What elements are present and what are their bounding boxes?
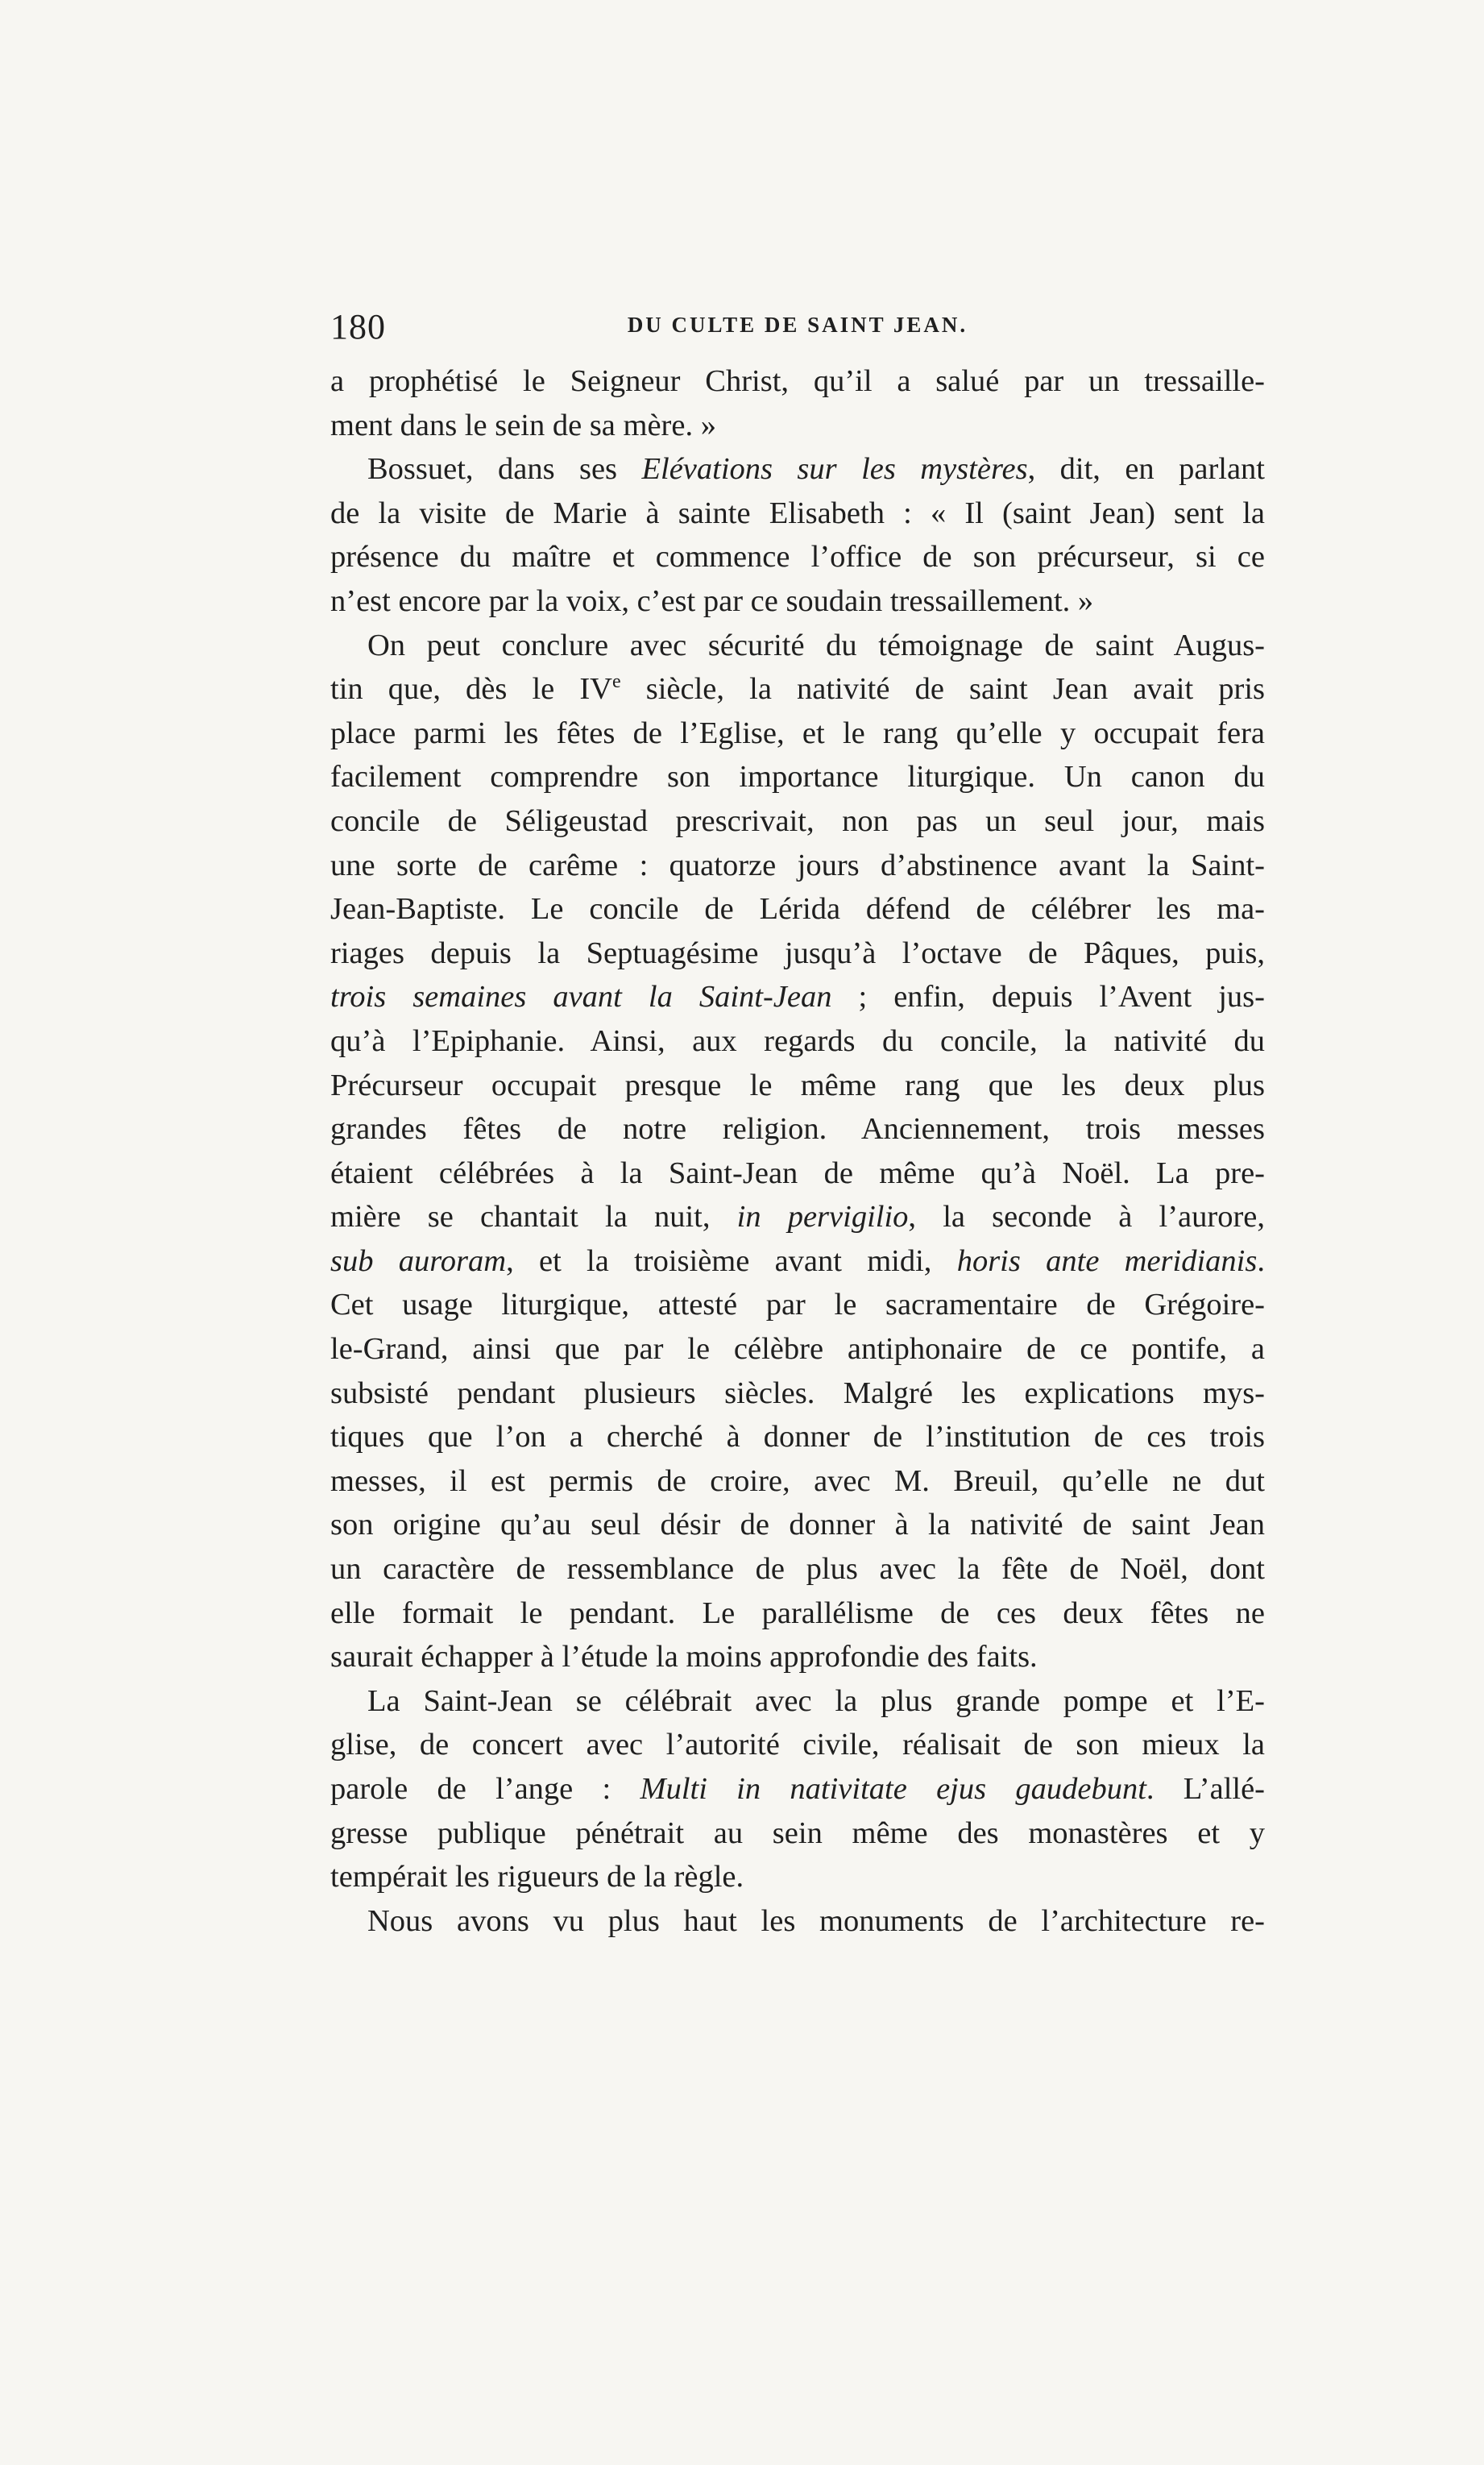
text-line: mière se chantait la nuit, in pervigilio, la seconde à l’aurore,	[330, 1200, 1265, 1235]
text-line: sub auroram, et la troisième avant midi, horis ante meridianis.	[330, 1243, 1265, 1278]
text-line: Nous avons vu plus haut les monuments de l’architecture re-	[367, 1903, 1265, 1938]
text-line: qu’à l’Epiphanie. Ainsi, aux regards du concile, la nativité du	[330, 1023, 1265, 1058]
text-line: tempérait les rigueurs de la règle.	[330, 1860, 744, 1894]
text-line: tin que, dès le IVe siècle, la nativité de saint Jean avait pris	[330, 671, 1266, 707]
text-line: concile de Séligeustad prescrivait, non pas un seul jour, mais	[330, 803, 1265, 838]
text-line: Précurseur occupait presque le même rang que les deux plus	[330, 1068, 1265, 1102]
text-line: son origine qu’au seul désir de donner à la nativité de saint Jean	[330, 1508, 1265, 1542]
text-line: Cet usage liturgique, attesté par le sacramentaire de Grégoire-	[330, 1288, 1265, 1322]
page-number: 180	[330, 307, 386, 347]
text-line: place parmi les fêtes de l’Eglise, et le rang qu’elle y occupait fera	[330, 716, 1265, 750]
text-line: une sorte de carême : quatorze jours d’abstinence avant la Saint-	[330, 848, 1265, 882]
text-line: La Saint-Jean se célébrait avec la plus grande pompe et l’E-	[367, 1683, 1265, 1718]
text-line: un caractère de ressemblance de plus avec la fête de Noël, dont	[330, 1552, 1265, 1587]
text-line: n’est encore par la voix, c’est par ce soudain tressaillement. »	[330, 583, 1094, 618]
text-line: le-Grand, ainsi que par le célèbre antiphonaire de ce pontife, a	[330, 1332, 1265, 1367]
latin-quote-italic: Multi in nativitate ejus gaudebunt	[640, 1772, 1146, 1806]
text-line: On peut conclure avec sécurité du témoignage de saint Augus-	[367, 628, 1265, 662]
superscript: e	[612, 671, 621, 693]
text-line: trois semaines avant la Saint-Jean ; enfin, depuis l’Avent jus-	[330, 980, 1265, 1015]
text-line: saurait échapper à l’étude la moins approfondie des faits.	[330, 1640, 1038, 1674]
running-head	[330, 306, 1265, 355]
text-line: de la visite de Marie à sainte Elisabeth : « Il (saint Jean) sent la	[330, 496, 1265, 530]
text-line: grandes fêtes de notre religion. Anciennement, trois messes	[330, 1112, 1265, 1147]
italic-phrase: in pervigilio	[736, 1200, 909, 1235]
text-line: Jean-Baptiste. Le concile de Lérida défend de célébrer les ma-	[330, 892, 1265, 927]
text-line: ment dans le sein de sa mère. »	[330, 408, 716, 442]
running-title: DU CULTE DE SAINT JEAN.	[627, 313, 968, 337]
text-line: a prophétisé le Seigneur Christ, qu’il a salué par un tressaille-	[330, 364, 1265, 398]
body-text	[330, 359, 1265, 1943]
italic-phrase: horis ante meridianis	[956, 1243, 1258, 1278]
text-line: présence du maître et commence l’office de son précurseur, si ce	[330, 540, 1265, 575]
text-line: Bossuet, dans ses Elévations sur les mystères, dit, en parlant	[367, 452, 1265, 487]
book-page	[330, 306, 1265, 1943]
text-line: étaient célébrées à la Saint-Jean de même qu’à Noël. La pre-	[330, 1156, 1265, 1190]
text-line: parole de l’ange : Multi in nativitate ejus gaudebunt. L’allé-	[330, 1772, 1265, 1806]
text-line: facilement comprendre son importance liturgique. Un canon du	[330, 760, 1265, 795]
text-line: messes, il est permis de croire, avec M. Breuil, qu’elle ne dut	[330, 1463, 1265, 1498]
text-line: subsisté pendant plusieurs siècles. Malgré les explications mys-	[330, 1376, 1265, 1410]
text-line: tiques que l’on a cherché à donner de l’institution de ces trois	[330, 1420, 1265, 1455]
italic-phrase: trois semaines avant la Saint-Jean	[330, 980, 832, 1015]
text-line: riages depuis la Septuagésime jusqu’à l’octave de Pâques, puis,	[330, 936, 1265, 970]
text-line: gresse publique pénétrait au sein même des monastères et y	[330, 1816, 1265, 1850]
text-line: glise, de concert avec l’autorité civile, réalisait de son mieux la	[330, 1728, 1265, 1762]
text-line: elle formait le pendant. Le parallélisme de ces deux fêtes ne	[330, 1596, 1265, 1630]
book-title-italic: Elévations sur les mystères	[641, 452, 1028, 487]
italic-phrase: sub auroram	[330, 1243, 507, 1278]
